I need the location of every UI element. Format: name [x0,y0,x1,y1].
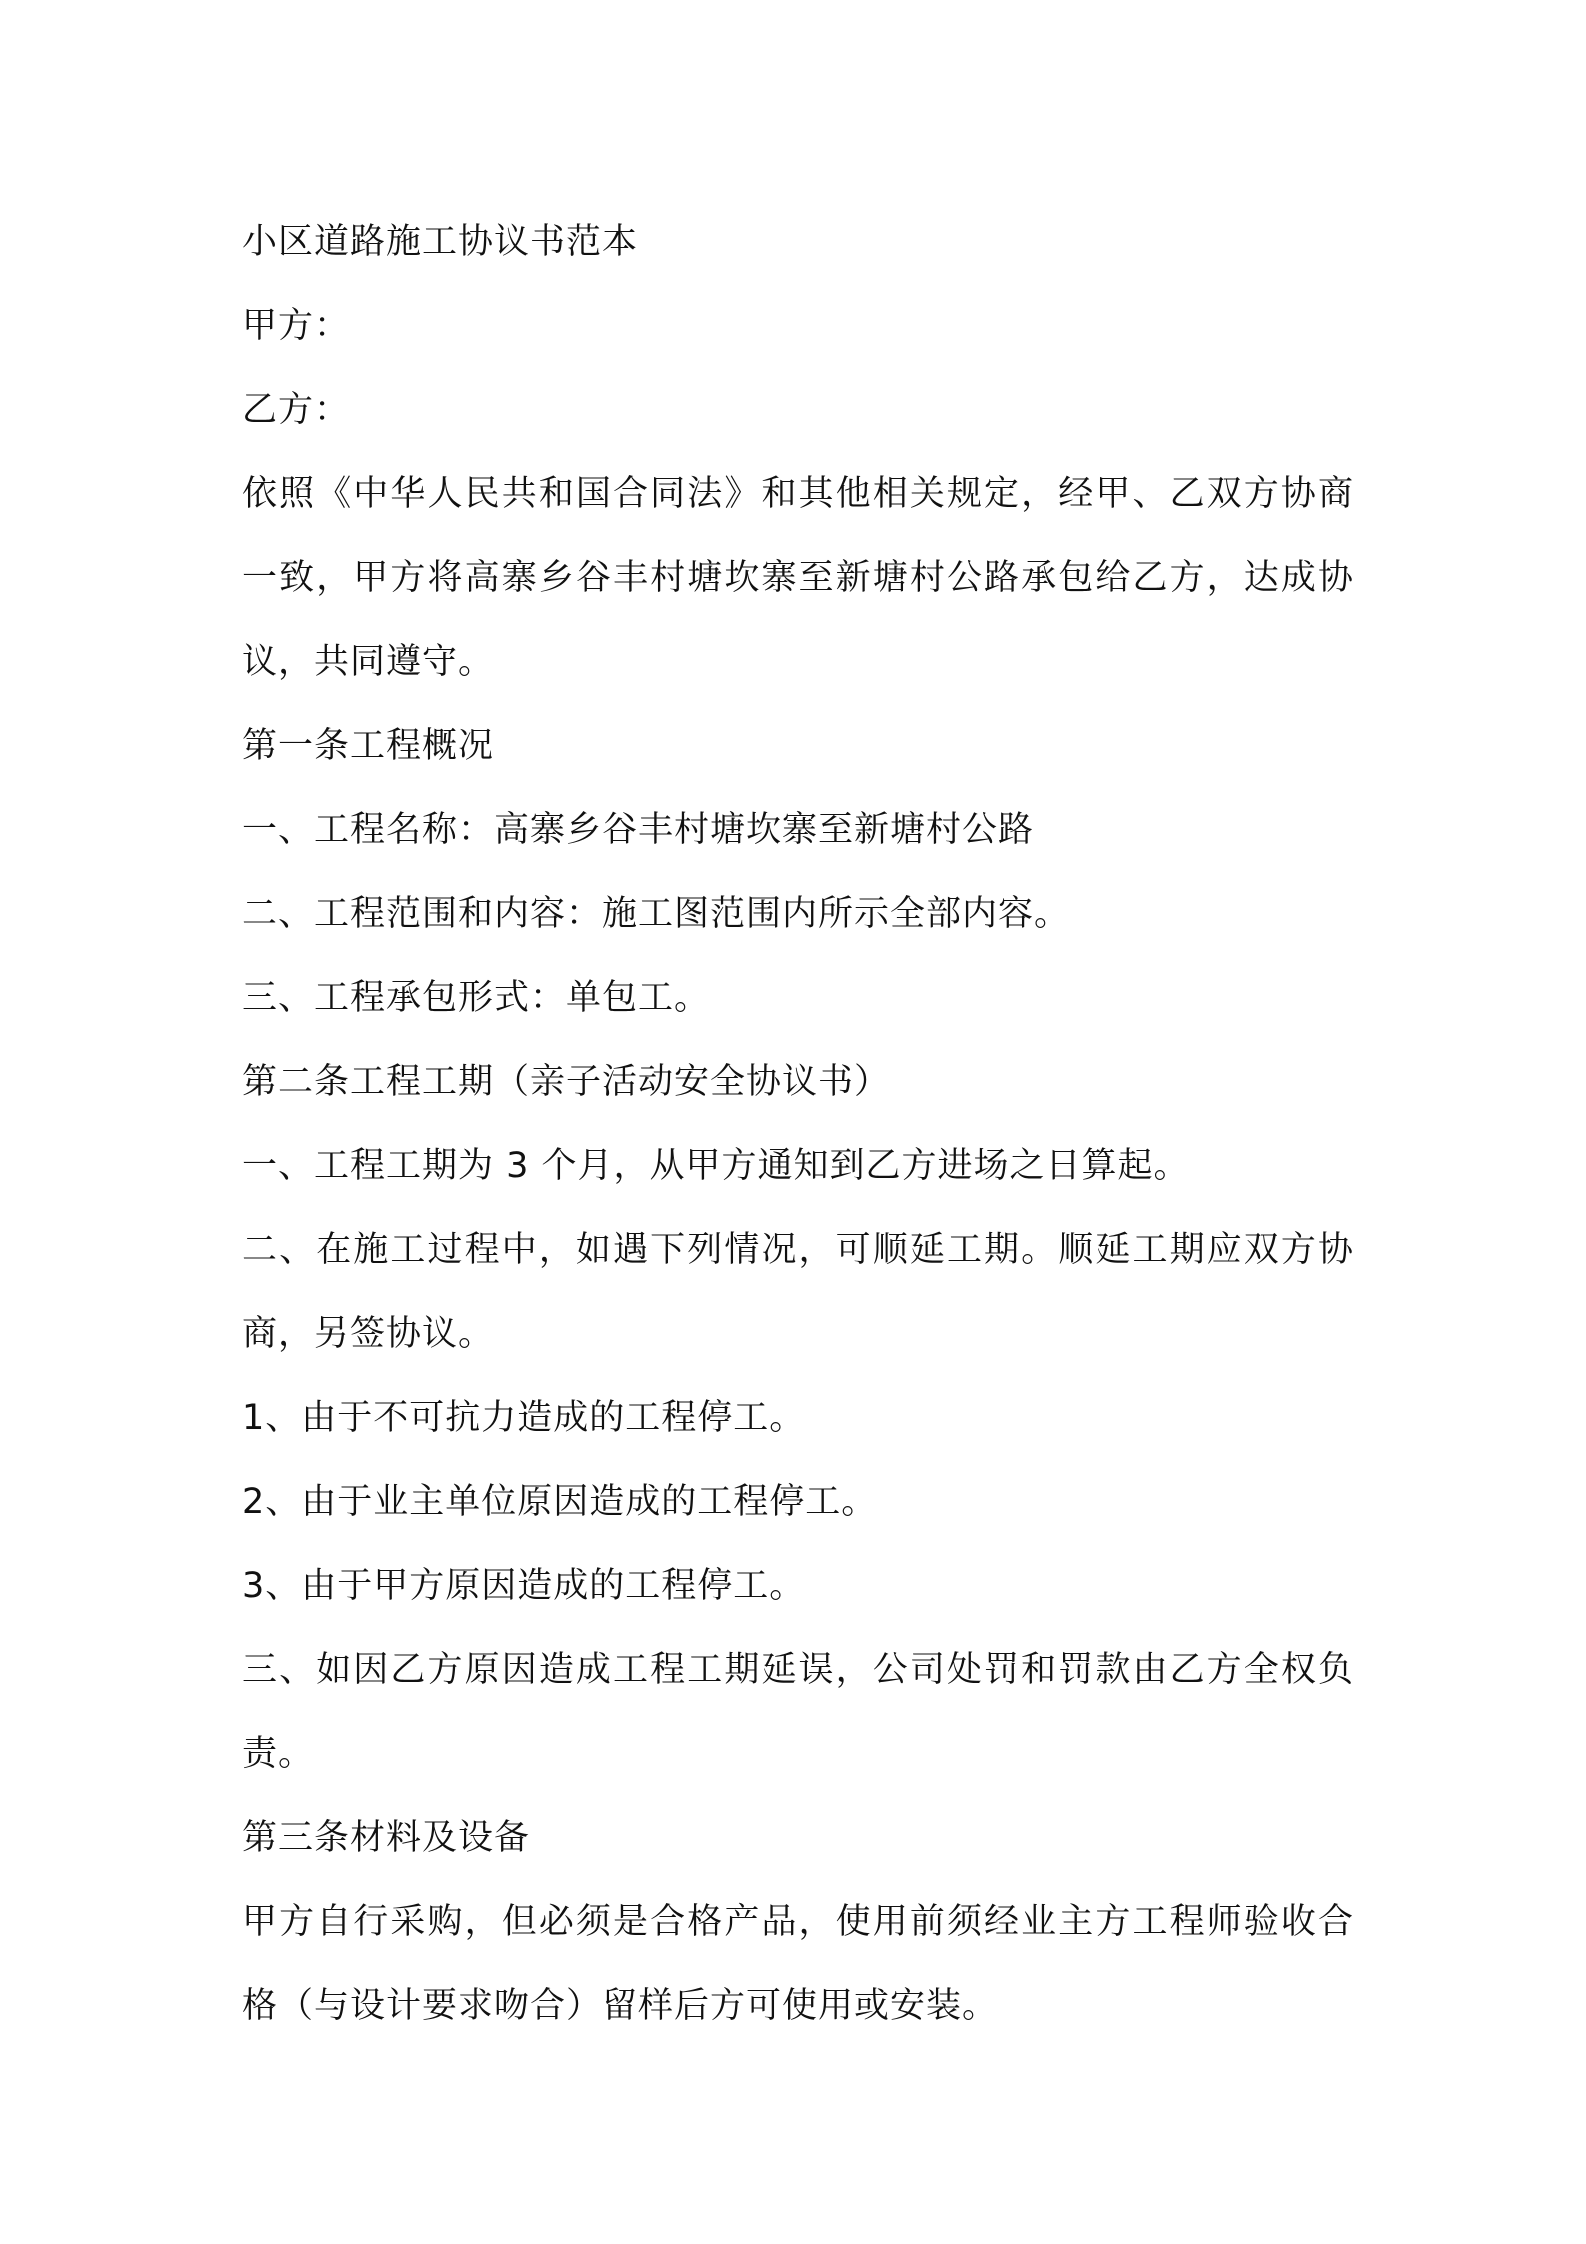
article-2-sub-2: 2、由于业主单位原因造成的工程停工。 [242,1482,878,1522]
document-title: 小区道路施工协议书范本 [242,222,639,262]
article-2-item-2: 二、在施工过程中，如遇下列情况，可顺延工期。顺延工期应双方协商，另签协议。 [242,1230,1354,1354]
article-2-item-3: 三、如因乙方原因造成工程工期延误，公司处罚和罚款由乙方全权负责。 [242,1650,1354,1774]
article-1-item-1: 一、工程名称：高寨乡谷丰村塘坎寨至新塘村公路 [242,810,1035,850]
intro-paragraph: 依照《中华人民共和国合同法》和其他相关规定，经甲、乙双方协商一致，甲方将高寨乡谷丰村塘坎寨至新塘村公路承包给乙方，达成协议，共同遵守。 [242,474,1354,682]
article-1-item-2: 二、工程范围和内容：施工图范围内所示全部内容。 [242,894,1071,934]
article-1-item-3: 三、工程承包形式：单包工。 [242,978,711,1018]
document-body [242,200,1354,2048]
party-a-label: 甲方： [242,306,351,346]
article-2-heading: 第二条工程工期（亲子活动安全协议书） [242,1062,891,1102]
article-2-sub-3: 3、由于甲方原因造成的工程停工。 [242,1566,806,1606]
party-b-label: 乙方： [242,390,351,430]
article-3-body: 甲方自行采购，但必须是合格产品，使用前须经业主方工程师验收合格（与设计要求吻合）留样后方可使用或安装。 [242,1902,1354,2026]
article-2-sub-1: 1、由于不可抗力造成的工程停工。 [242,1398,806,1438]
article-2-item-1: 一、工程工期为 3 个月，从甲方通知到乙方进场之日算起。 [242,1146,1190,1186]
article-3-heading: 第三条材料及设备 [242,1818,531,1858]
article-1-heading: 第一条工程概况 [242,726,495,766]
